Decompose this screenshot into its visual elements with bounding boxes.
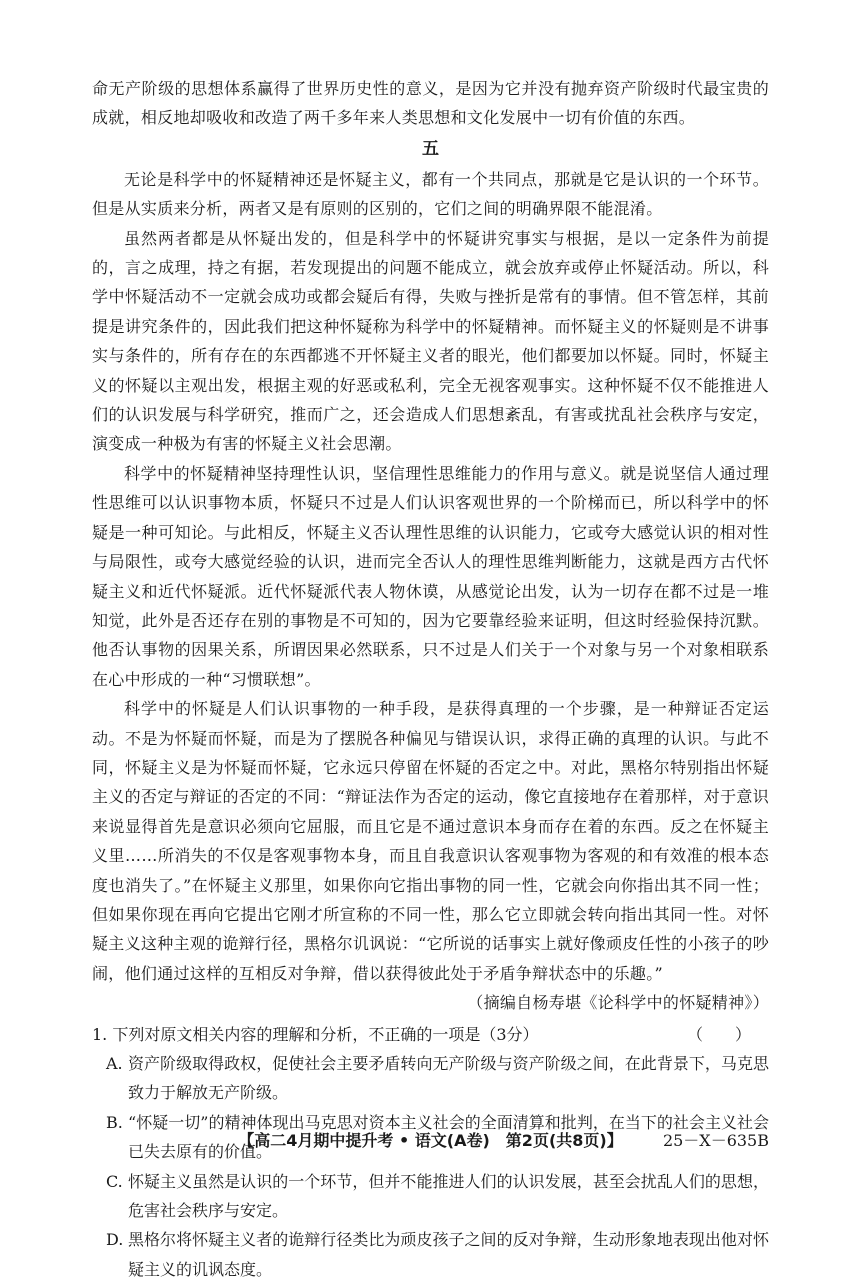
section-title: 五: [422, 138, 439, 159]
option-text: 资产阶级取得政权，促使社会主要矛盾转向无产阶级与资产阶级之间，在此背景下，马克思致力于解放无产阶级。: [128, 1054, 769, 1103]
footer-label: 【高二4月期中提升考 • 语文(A卷) 第2页(共8页)】: [238, 1131, 623, 1150]
option-d: [92, 1225, 769, 1284]
option-letter: C.: [106, 1171, 123, 1191]
question-stem-text: 1. 下列对原文相关内容的理解和分析，不正确的一项是（3分）: [92, 1024, 539, 1044]
option-c: [92, 1167, 769, 1226]
paragraph-1: 无论是科学中的怀疑精神还是怀疑主义，都有一个共同点，那就是它是认识的一个环节。但是从实质来分析，两者又是有原则的区别的，它们之间的明确界限不能混淆。: [92, 169, 769, 219]
option-text: 怀疑主义虽然是认识的一个环节，但并不能推进人们的认识发展，甚至会扰乱人们的思想，危害社会秩序与安定。: [128, 1171, 769, 1221]
exam-code: 25－X－635B: [662, 1131, 769, 1150]
intro-paragraph: 命无产阶级的思想体系赢得了世界历史性的意义，是因为它并没有抛弃资产阶级时代最宝贵的成就，相反地却吸收和改造了两千多年来人类思想和文化发展中一切有价值的东西。: [92, 79, 769, 128]
question-stem: [92, 1020, 769, 1049]
source-citation: （摘编自杨寿堪《论科学中的怀疑精神》）: [467, 993, 769, 1013]
option-a: [92, 1049, 769, 1108]
option-text: 黑格尔将怀疑主义者的诡辩行径类比为顽皮孩子之间的反对争辩，生动形象地表现出他对怀疑主义的讥讽态度。: [128, 1230, 769, 1279]
option-letter: A.: [106, 1054, 123, 1073]
page-footer: [0, 1128, 861, 1151]
option-text: “怀疑一切”的精神体现出马克思对资本主义社会的全面清算和批判，在当下的社会主义社会已失去原有的价值。: [128, 1112, 769, 1162]
answer-bracket: （ ）: [686, 1024, 751, 1044]
option-letter: B.: [106, 1112, 123, 1132]
question-1: [92, 1020, 769, 1284]
paragraph-2: 虽然两者都是从怀疑出发的，但是科学中的怀疑讲究事实与根据，是以一定条件为前提的，言之成理，持之有据，若发现提出的问题不能成立，就会放弃或停止怀疑活动。所以，科学中怀疑活动不一定就会成功或都会疑后有得，失败与挫折是常有的事情。但不管怎样，其前提是讲究条件的，因此我们把这种怀疑称为科学中的怀疑精神。而怀疑主义的怀疑则是不讲事实与条件的，所有存在的东西都逃不开怀疑主义者的眼光，他们都要加以怀疑。同时，怀疑主义的怀疑以主观出发，根据主观的好恶或私利，完全无视客观事实。这种怀疑不仅不能推进人们的认识发展与科学研究，推而广之，还会造成人们思想紊乱，有害或扰乱社会秩序与安定，演变成一种极为有害的怀疑主义社会思潮。: [92, 228, 769, 454]
option-letter: D.: [106, 1230, 124, 1250]
paragraph-3: 科学中的怀疑精神坚持理性认识，坚信理性思维能力的作用与意义。就是说坚信人通过理性思维可以认识事物本质，怀疑只不过是人们认识客观世界的一个阶梯而已，所以科学中的怀疑是一种可知论。与此相反，怀疑主义否认理性思维的认识能力，它或夸大感觉认识的相对性与局限性，或夸大感觉经验的认识，进而完全否认人的理性思维判断能力，这就是西方古代怀疑主义和近代怀疑派。近代怀疑派代表人物休谟，从感觉论出发，认为一切存在都不过是一堆知觉，此外是否还存在别的事物是不可知的，因为它要靠经验来证明，但这时经验保持沉默。他否认事物的因果关系，所谓因果必然联系，只不过是人们关于一个对象与另一个对象相联系在心中形成的一种“习惯联想”。: [92, 463, 769, 689]
paragraph-4: 科学中的怀疑是人们认识事物的一种手段，是获得真理的一个步骤，是一种辩证否定运动。不是为怀疑而怀疑，而是为了摆脱各种偏见与错误认识，求得正确的真理的认识。与此不同，怀疑主义是为怀疑而怀疑，它永远只停留在怀疑的否定之中。对此，黑格尔特别指出怀疑主义的否定与辩证的否定的不同：“辩证法作为否定的运动，像它直接地存在着那样，对于意识来说显得首先是意识必须向它屈服，而且它是不通过意识本身而存在着的东西。反之在怀疑主义里……所消失的不仅是客观事物本身，而且自我意识认客观事物为客观的和有效准的根本态度也消失了。”在怀疑主义那里，如果你向它指出事物的同一性，它就会向你指出其不同一性；但如果你现在再向它提出它刚才所宣称的不同一性，那么它立即就会转向指出其同一性。对怀疑主义这种主观的诡辩行径，黑格尔讥讽说：“它所说的话事实上就好像顽皮任性的小孩子的吵闹，他们通过这样的互相反对争辩，借以获得彼此处于矛盾争辩状态中的乐趣。”: [92, 699, 769, 983]
